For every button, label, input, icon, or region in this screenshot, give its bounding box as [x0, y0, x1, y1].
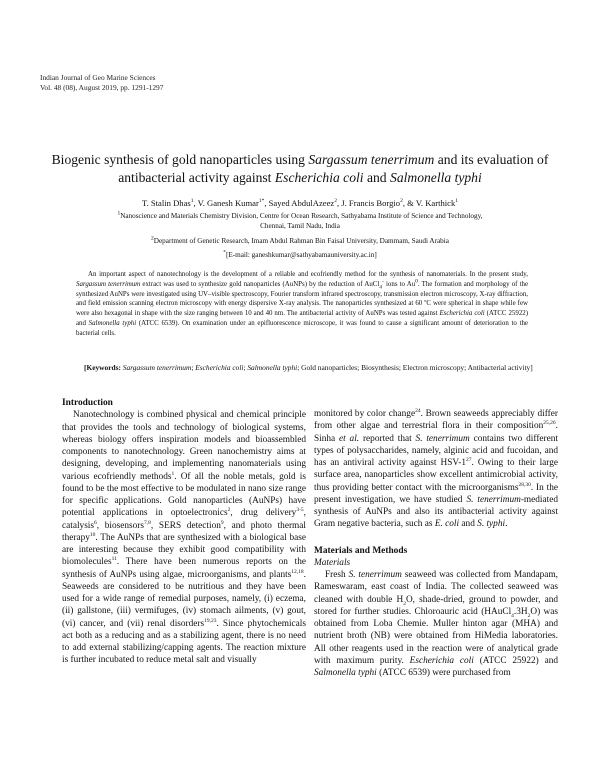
affiliation-2: $^2$Department of Genetic Research, Imam Abdul Rahman Bin Faisal University, Dammam, Saudi Arabia — [151, 235, 449, 245]
introduction-heading: Introduction — [62, 398, 113, 408]
journal-name: Indian Journal of Geo Marine Sciences — [40, 73, 156, 82]
title-species-1: Sargassum tenerrimum — [308, 152, 435, 167]
introduction-paragraph: Nanotechnology is combined physical and chemical principle that provides the tools and technology of biological systems, whereas biology offers inspiration models and bioassembled components to nanotechnology. Green nanochemistry aims at designing, developing, and implementing nanomaterials using various ecofriendly methods$^1$. Of all the noble metals, gold is found to be the most effective to be modulated in nano size range for specific applications. Gold nanoparticles (AuNPs) have potential applications in optoelectronics$^2$, drug delivery$^{3-5}$, catalysis$^6$, biosensors$^{7,8}$, SERS detection$^9$, and photo thermal therapy$^{10}$. The AuNPs that are synthesized with a biological base are interesting because they exhibit good compatibility with biomolecules$^{11}$. There have been numerous reports on the synthesis of AuNPs using algae, microorganisms, and plants$^{12,18}$. Seaweeds are considered to be nutritious and they have been used for a wide range of remedial purposes, namely, (i) eczema, (ii) gallstone, (iii) vermifuges, (iv) stomach ailments, (v) gout, (vi) cancer, and (vii) renal disorders$^{19,23}$. Since phytochemicals act both as a reducing and as a stabilizing agent, there is no need to add external stabilizing/capping agents. The reaction mixture is further incubated to reduce metal salt and visually — [62, 410, 307, 666]
author-1: T. Stalin Dhas — [141, 198, 191, 208]
title-species-2: Escherichia coli — [274, 169, 364, 185]
corresponding-email: *[E-mail: ganeshkumar@sathyabamauniversity.ac.in] — [223, 249, 377, 259]
materials-paragraph: Fresh S. tenerrimum seaweed was collected from Mandapam, Rameswaram, east coast of India. The collected seaweed was cleaned with double $H_2O$, shade-dried, ground to powder, and stored for further studies. Chloroauric acid $(HAuCl_4.3H_2O)$ was obtained from Loba Chemie. Muller hinton agar (MHA) and nutrient broth (NB) were obtained from HiMedia laboratories. All other reagents used in the reaction were of analytical grade with maximum purity. Escherichia coli (ATCC 25922) and Salmonella typhi (ATCC 6539) were purchased from — [314, 570, 559, 678]
author-2: , V. Ganesh Kumar — [193, 198, 259, 208]
paper-title: Biogenic synthesis of gold nanoparticles using Sargassum tenerrimum and its evaluation of antibacterial activity against Escherichia coli and Salmonella typhi — [51, 152, 549, 185]
affiliation-1: $^1$Nanoscience and Materials Chemistry Division, Centre for Ocean Research, Sathyabama Institute of Science and Technology, Chennai, Tamil Nadu, India — [117, 210, 483, 230]
author-3: , Sayed AbdulAzeez — [264, 198, 335, 208]
title-species-3: Salmonella typhi — [390, 169, 482, 185]
left-column — [62, 395, 306, 667]
author-5: , & V. Karthick — [402, 198, 456, 208]
author-4: , J. Francis Borgio — [336, 198, 401, 208]
abstract: An important aspect of nanotechnology is the development of a reliable and ecofriendly method for the synthesis of nanomaterials. In the present study, Sargassum tenerrimum extract was used to synthesize gold nanoparticles (AuNPs) by the reduction of AuCl$_4$- ions to Au$^0$. The formation and morphology of the synthesized AuNPs were investigated using UV–visible spectroscopy, Fourier transform infrared spectroscopy, transmission electron microscopy, X-ray diffraction, and field emission scanning electron microscopy with energy dispersive X-ray analysis. The nanoparticles synthesized at 60 ºC were spherical in shape while few were also hexagonal in shape with the size ranging between 10 and 40 nm. The antibacterial activity of AuNPs was tested against Escherichia coli (ATCC 25922) and Salmonella typhi (ATCC 6539). On examination under an epifluorescence microscope, it was found to cause a significant amount of deterioration to the bacterial cells. — [76, 271, 529, 337]
keywords: [Keywords: Sargassum tenerrimum; Escherichia coli; Salmonella typhi; Gold nanoparticles; Biosynthesis; Electron microscopy; Antibacterial activity] — [84, 363, 533, 372]
journal-header — [40, 73, 163, 93]
right-column — [314, 408, 558, 679]
introduction-continued: monitored by color change$^{24}$. Brown seaweeds appreciably differ from other algae and terrestrial flora in their composition$^{25,26}$. Sinha et al. reported that S. tenerrimum contains two different types of polysaccharides, namely, alginic acid and fucoidan, and has an antiviral activity against HSV-$1^{27}$. Owing to their large surface area, nanoparticles show excellent antimicrobial activity, thus providing better contact with the microorganisms$^{28,30}$. In the present investigation, we have studied S. tenerrimum-mediated synthesis of AuNPs and also its antibacterial activity against Gram negative bacteria, such as E. coli and S. typhi. — [314, 407, 558, 530]
journal-volume: Vol. 48 (08), August 2019, pp. 1291-1297 — [40, 83, 164, 92]
methods-heading: Materials and Methods — [314, 545, 408, 556]
author-list: T. Stalin Dhas$^1$, V. Ganesh Kumar$^{1*}$, Sayed AbdulAzeez$^2$, J. Francis Borgio$^2$, & V. Karthick$^1$ — [141, 198, 459, 208]
materials-subheading: Materials — [314, 557, 351, 568]
